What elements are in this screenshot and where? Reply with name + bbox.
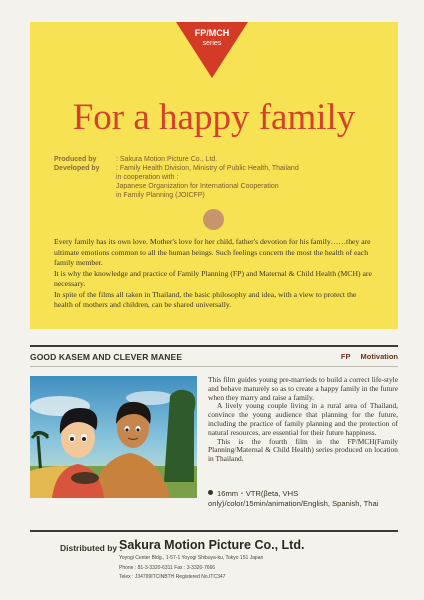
developed-label: Developed by <box>54 165 100 172</box>
distributor-contact <box>119 554 263 583</box>
film-title: GOOD KASEM AND CLEVER MANEE <box>30 352 183 362</box>
intro-paragraph: It is why the knowledge and practice of Family Planning (FP) and Maternal & Child Health (MCH) are necessary. <box>54 268 372 288</box>
page-title: For a happy family <box>72 97 356 138</box>
bullet-icon <box>208 490 213 495</box>
intro-paragraph: Every family has its own love. Mother's love for her child, father's devotion for his family……they are ultimate emotions common to all the human beings. Such feelings concern the most the health of each family member. <box>54 237 371 267</box>
decorative-dot-icon <box>203 209 224 230</box>
spec-text: 16mm・VTR(βeta, VHS only)/color/15min/animation/English, Spanish, Thai <box>208 489 379 508</box>
badge-series-word: series <box>202 40 222 47</box>
divider <box>30 530 398 532</box>
series-badge <box>176 22 248 78</box>
distributor-company: Sakura Motion Picture Co., Ltd. <box>119 538 305 552</box>
description-paragraph: This film guides young pre-marrieds to build a correct life-style and behave maturely so as to create a happy family in the future when they marry and raise a family. <box>208 375 398 402</box>
divider <box>30 366 398 367</box>
category-type: Motivation <box>360 352 398 361</box>
film-spec <box>208 489 398 508</box>
address-line: Yoyogi Center Bldg., 1-57-1 Yoyogi Shibuya-ku, Tokyo 151 Japan <box>119 555 264 561</box>
description-paragraph: This is the fourth film in the FP/MCH(Family Planning/Maternal & Child Health) series produced on location in Thailand. <box>208 436 398 464</box>
intro-text <box>54 237 376 311</box>
developed-line: in cooperation with : <box>116 174 179 181</box>
credits <box>54 155 384 200</box>
description-paragraph: A lively young couple living in a rural area of Thailand, convince the young audience that planning for the future, including the practice of family planning and the protection of natural resources, are essential for their future happiness. <box>208 401 398 437</box>
badge-series-code: FP/MCH <box>194 28 230 38</box>
produced-label: Produced by <box>54 156 97 163</box>
developed-line: in Family Planning (JOICFP) <box>116 192 205 199</box>
phone-line: Phone : 81-3-3320-6311 Fax : 3-3320-7666 <box>119 564 216 571</box>
developed-line: : Family Health Division, Ministry of Public Health, Thailand <box>116 165 299 172</box>
developed-line: Japanese Organization for International Cooperation <box>116 183 279 190</box>
distributor-label: Distributed by : <box>60 543 123 553</box>
produced-value: : Sakura Motion Picture Co., Ltd. <box>116 156 218 163</box>
film-category <box>341 352 398 361</box>
telex-line: Telex : J34799ITCINBTH Registered No.ITC347 <box>119 574 226 580</box>
category-code: FP <box>340 352 351 361</box>
film-description <box>208 376 398 464</box>
divider <box>30 345 398 347</box>
intro-paragraph: In spite of the films all taken in Thailand, the basic philosophy and idea, with a view to protect the health of mothers and children, can be shared universally. <box>54 289 357 309</box>
film-still-image <box>30 376 197 498</box>
